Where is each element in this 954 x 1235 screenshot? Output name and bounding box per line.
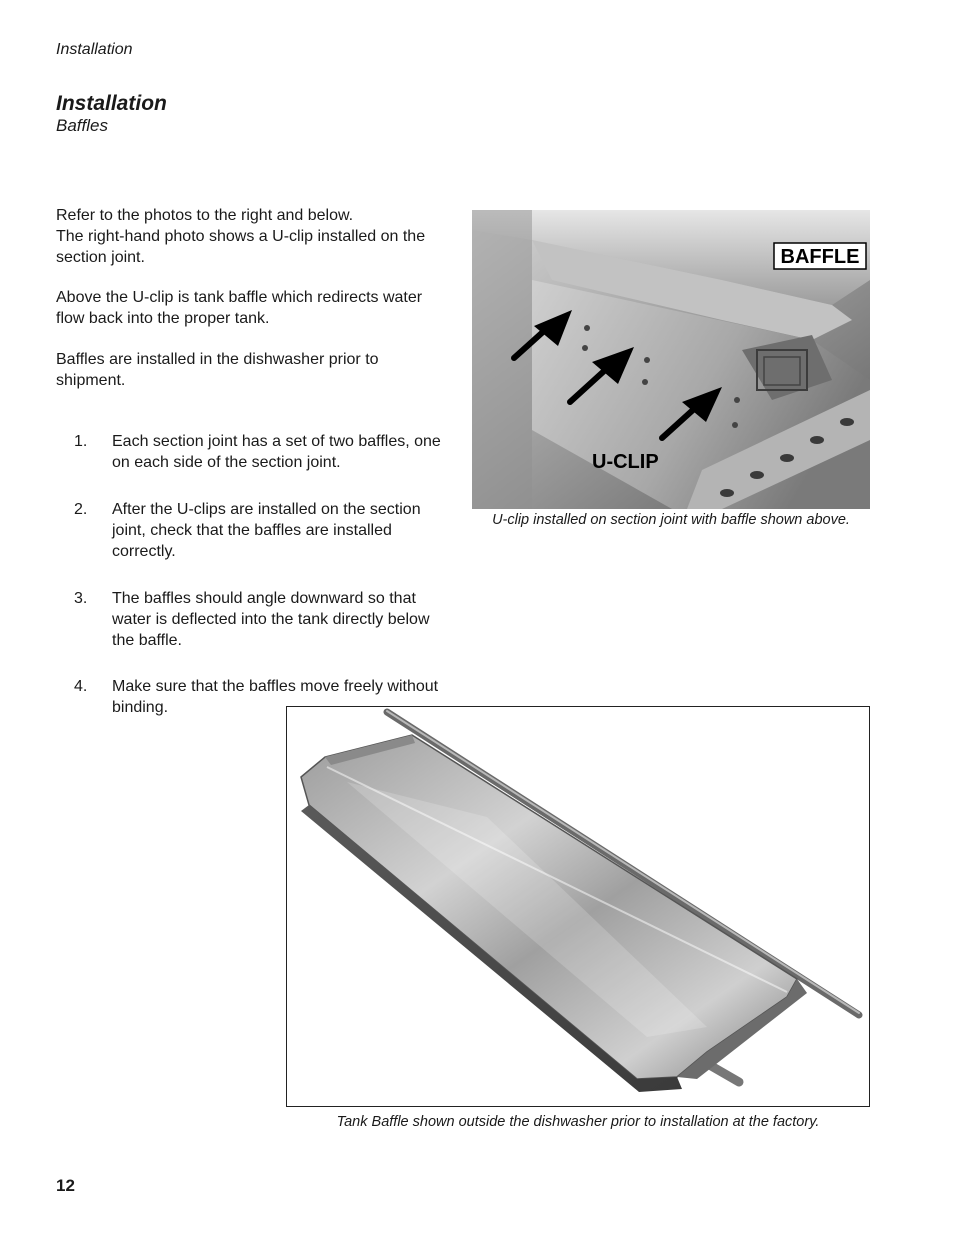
intro-paragraph-2: Above the U-clip is tank baffle which redirects water flow back into the proper tank. xyxy=(56,289,423,327)
step-number: 4. xyxy=(74,678,88,695)
running-header: Installation xyxy=(56,41,133,58)
tank-baffle-caption: Tank Baffle shown outside the dishwasher prior to installation at the factory. xyxy=(336,1114,820,1130)
uclip-photo-caption: U-clip installed on section joint with baffle shown above. xyxy=(492,512,850,528)
section-subtitle: Baffles xyxy=(56,116,108,135)
section-title: Installation xyxy=(56,92,167,115)
tank-baffle-photo xyxy=(287,707,869,1106)
step-number: 2. xyxy=(74,501,88,518)
uclip-photo xyxy=(472,210,870,509)
step-number: 3. xyxy=(74,590,88,607)
step-text: The baffles should angle downward so that water is deflected into the tank directly below the baffle. xyxy=(112,590,430,649)
step-text: After the U-clips are installed on the section joint, check that the baffles are installed correctly. xyxy=(112,501,421,560)
intro-line-1: Refer to the photos to the right and below. xyxy=(56,207,354,224)
step-text: Each section joint has a set of two baffles, one on each side of the section joint. xyxy=(112,433,441,471)
step-number: 1. xyxy=(74,433,88,450)
intro-line-2: The right-hand photo shows a U-clip installed on the section joint. xyxy=(56,228,426,266)
page-number: 12 xyxy=(56,1176,75,1195)
step-text: Make sure that the baffles move freely without binding. xyxy=(112,678,439,716)
intro-paragraph-1 xyxy=(56,205,446,268)
baffle-label: BAFFLE xyxy=(780,246,860,268)
intro-paragraph-3: Baffles are installed in the dishwasher prior to shipment. xyxy=(56,351,379,389)
uclip-label: U-CLIP xyxy=(592,451,659,473)
tank-baffle-photo-frame xyxy=(286,706,870,1107)
